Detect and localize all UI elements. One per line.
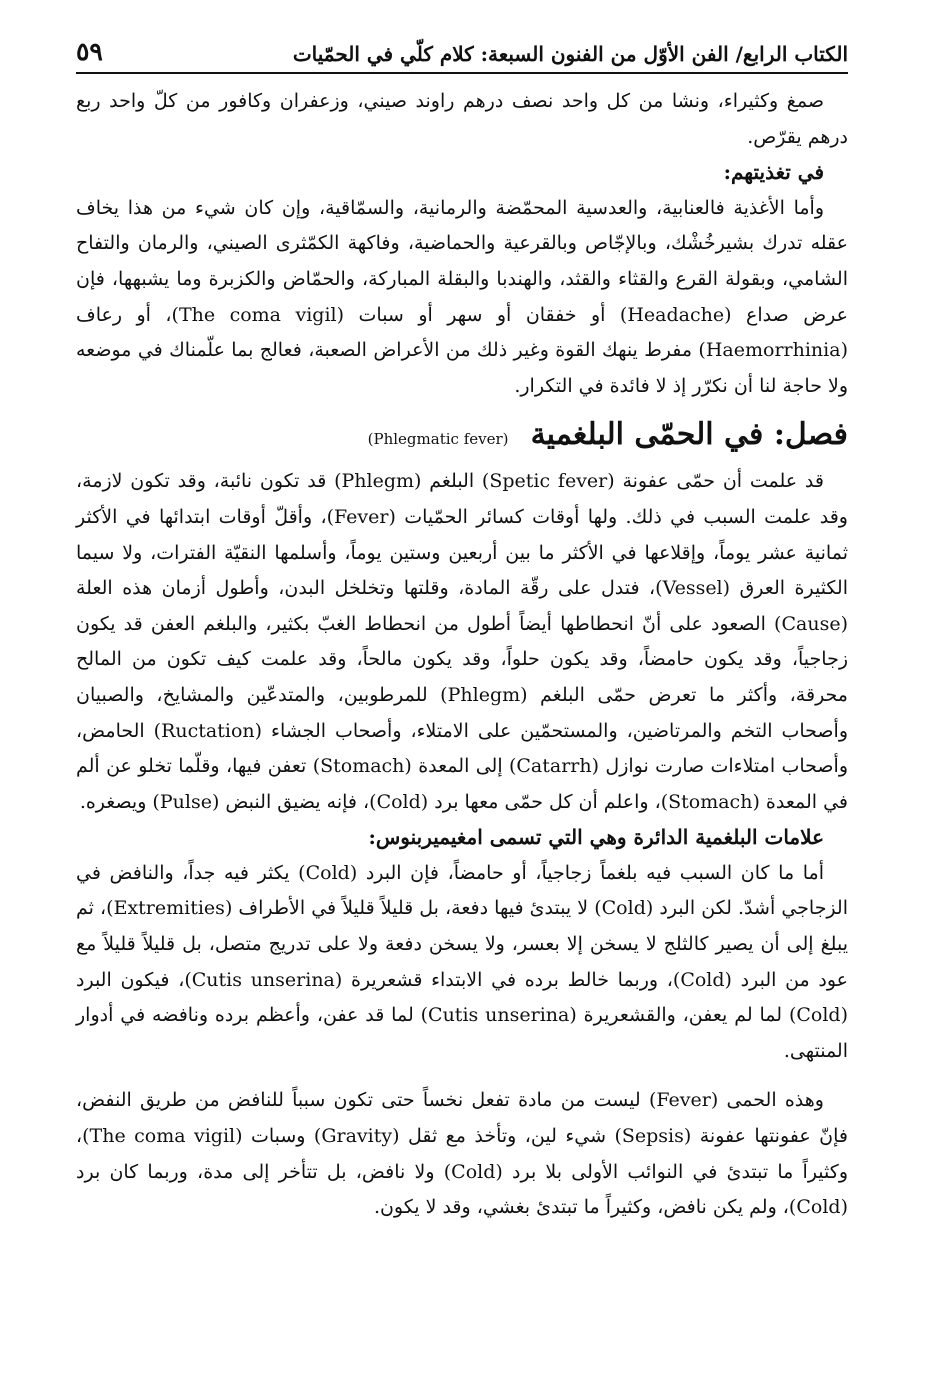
subheading-feeding: في تغذيتهم: bbox=[723, 160, 824, 185]
paragraph-recipe: صمغ وكثيراء، ونشا من كل واحد نصف درهم راوند صيني، وزعفران وكافور من كلّ واحد ربع درهم يقرّص. bbox=[76, 90, 848, 148]
section-title-latin: (Phlegmatic fever) bbox=[367, 430, 509, 449]
paragraph-gap bbox=[76, 1069, 848, 1083]
paragraph-fever-nature: وهذه الحمى (Fever) ليست من مادة تفعل نخساً حتى تكون سبباً للنافض من طريق النفض، فإنّ عفونتها عفونة (Sepsis) شيء لين، وتأخذ مع ثقل (Gravity) وسبات (The coma vigil)، وكثيراً ما تبتدئ في النوائب الأولى بلا برد (Cold) ولا نافض، بل تتأخر إلى مدة، وربما كان برد (Cold)، ولم يكن نافض، وكثيراً ما تبتدئ بغشي، وقد لا يكون. bbox=[76, 1089, 848, 1219]
page-header bbox=[76, 20, 848, 74]
section-title-arabic: فصل: في الحمّى البلغمية bbox=[530, 417, 848, 453]
section-title bbox=[76, 412, 848, 462]
page-number: ٥٩ bbox=[76, 37, 103, 66]
paragraph-phlegmatic-fever: قد علمت أن حمّى عفونة (Spetic fever) البلغم (Phlegm) قد تكون نائبة، وقد تكون لازمة، وقد علمت السبب في ذلك. ولها أوقات كسائر الحمّيات (Fever)، وأقلّ أوقات ابتدائها في الأكثر ثمانية عشر يوماً، وإقلاعها في الأكثر ما بين أربعين وستين يوماً، وأسلمها النقيّة الفترات، ولا سيما الكثيرة العرق (Vessel)، فتدل على رقّة المادة، وقلتها وتخلخل البدن، وأطول أزمان هذه العلة (Cause) الصعود على أنّ انحطاطها أيضاً أطول من انحطاط الغبّ بكثير، والبلغم العفن قد يكون زجاجياً، وقد يكون حامضاً، وقد يكون حلواً، وقد يكون مالحاً، وقد علمت كيف تكون من المالح محرقة، وأكثر ما تعرض حمّى البلغم (Phlegm) للمرطوبين، والمتدعّين والمشايخ، والصبيان وأصحاب التخم والمرتاضين، والمستحمّين على الامتلاء، وأصحاب الجشاء (Ructation) الحامض، وأصحاب امتلاءات صارت نوازل (Catarrh) إلى المعدة (Stomach) تعفن فيها، وقلّما تخلو عن ألم في المعدة (Stomach)، واعلم أن كل حمّى معها برد (Cold)، فإنه يضيق النبض (Pulse) ويصغره. bbox=[76, 470, 849, 813]
running-title: الكتاب الرابع/ الفن الأوّل من الفنون السبعة: كلام كلّي في الحمّيات bbox=[292, 42, 848, 66]
page-body bbox=[76, 84, 848, 1226]
subheading-signs: علامات البلغمية الدائرة وهي التي تسمى امغيميربنوس: bbox=[368, 825, 824, 850]
paragraph-feeding: وأما الأغذية فالعنابية، والعدسية المحمّضة والرمانية، والسمّاقية، وإن كان شيء من هذا يخاف عقله تدرك بشيرخُشْك، وبالإجّاص وبالقرعية والحماضية، وفاكهة الكمّثرى الصيني، والرمان والتفاح الشامي، وبقولة القرع والقثاء والقثد، والهندبا والبقلة المباركة، والحمّاض والكزبرة وما يشبهها، فإن عرض صداع (Headache) أو خفقان أو سهر أو سبات (The coma vigil)، أو رعاف (Haemorrhinia) مفرط ينهك القوة وغير ذلك من الأعراض الصعبة، فعالج بما علّمناك في موضعه ولا حاجة لنا أن نكرّر إذ لا فائدة في التكرار. bbox=[76, 196, 848, 397]
paragraph-signs: أما ما كان السبب فيه بلغماً زجاجياً، أو حامضاً، فإن البرد (Cold) يكثر فيه جداً، والنافض في الزجاجي أشدّ. لكن البرد (Cold) لا يبتدئ فيها دفعة، بل قليلاً قليلاً في الأطراف (Extremities)، ثم يبلغ إلى أن يصير كالثلج لا يسخن إلا بعسر، ولا يسخن دفعة ولا على تدريج متصل، بل قليلاً قليلاً مع عود من البرد (Cold)، وربما خالط برده في الابتداء قشعريرة (Cutis unserina)، فيكون البرد (Cold) لما لم يعفن، والقشعريرة (Cutis unserina) لما قد عفن، وأعظم برده ونافضه في أدوار المنتهى. bbox=[76, 861, 849, 1062]
